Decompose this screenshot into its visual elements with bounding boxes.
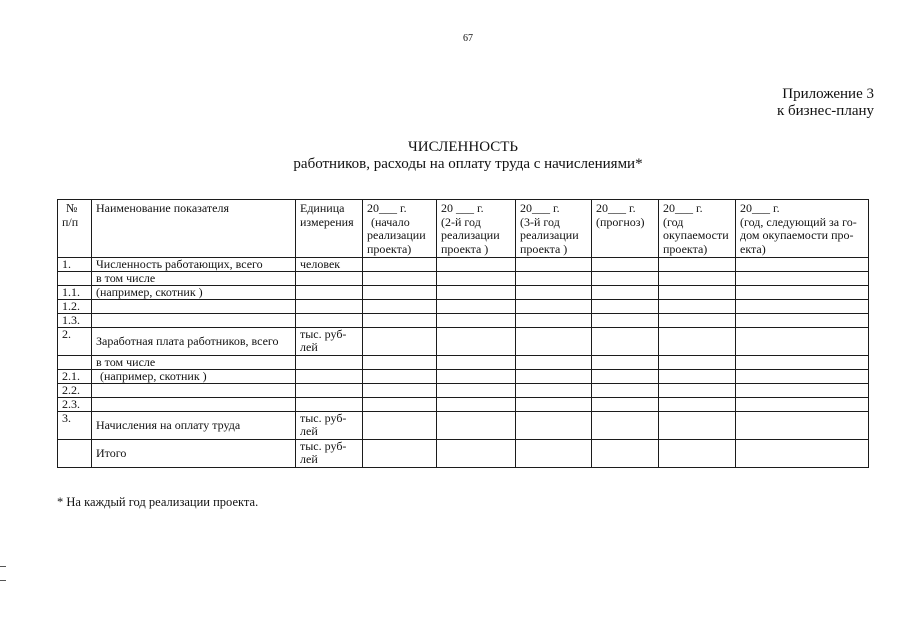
row-unit (296, 370, 363, 384)
unit-line: тыс. руб- (300, 327, 347, 341)
value-cell (659, 258, 736, 272)
unit-line: лей (300, 424, 318, 438)
header-line: проекта ) (520, 241, 568, 256)
header-line: 20___ г. (663, 201, 703, 215)
value-cell (736, 412, 869, 440)
header-line: Единица (300, 201, 345, 215)
scan-mark (0, 566, 6, 567)
row-number: 1. (58, 258, 92, 272)
value-cell (659, 412, 736, 440)
value-cell (437, 300, 516, 314)
value-cell (659, 384, 736, 398)
row-unit (296, 258, 363, 272)
value-cell (736, 272, 869, 286)
header-line: 20___ г. (520, 201, 560, 215)
value-cell (363, 286, 437, 300)
table-row (58, 300, 869, 314)
header-line: реализации (367, 228, 426, 242)
value-cell (659, 328, 736, 356)
row-unit (296, 314, 363, 328)
table-row (58, 412, 869, 440)
header-line: п/п (62, 214, 79, 229)
table-row (58, 384, 869, 398)
value-cell (659, 272, 736, 286)
footnote: * На каждый год реализации проекта. (57, 495, 259, 509)
value-cell (437, 440, 516, 468)
table-row (58, 370, 869, 384)
unit-line: тыс. руб- (300, 411, 347, 425)
value-cell (363, 272, 437, 286)
row-unit (296, 300, 363, 314)
row-indicator: Заработная плата работников, всего (92, 328, 296, 356)
header-line: 20 ___ г. (441, 201, 484, 215)
value-cell (363, 300, 437, 314)
staff-table (57, 199, 869, 468)
row-indicator (92, 314, 296, 328)
appendix-reference (777, 86, 874, 120)
value-cell (516, 440, 592, 468)
unit-line: тыс. руб- (300, 439, 347, 453)
table-row (58, 314, 869, 328)
value-cell (363, 258, 437, 272)
value-cell (736, 300, 869, 314)
value-cell (363, 440, 437, 468)
header-line: (3-й год (520, 214, 560, 229)
row-indicator: Численность работающих, всего (92, 258, 296, 272)
table-row (58, 258, 869, 272)
value-cell (516, 384, 592, 398)
row-number: 1.2. (58, 300, 92, 314)
value-cell (736, 440, 869, 468)
row-indicator (92, 398, 296, 412)
header-indicator (92, 200, 296, 258)
value-cell (437, 398, 516, 412)
value-cell (437, 314, 516, 328)
value-cell (736, 356, 869, 370)
header-line: окупаемости (663, 228, 729, 242)
appendix-number: Приложение 3 (782, 86, 874, 102)
value-cell (437, 272, 516, 286)
table-row-total (58, 440, 869, 468)
value-cell (736, 314, 869, 328)
value-cell (437, 356, 516, 370)
document-heading (268, 139, 668, 173)
row-number: 1.1. (58, 286, 92, 300)
scan-mark (0, 580, 6, 581)
header-line: (прогноз) (596, 214, 645, 229)
unit-line: лей (300, 452, 318, 466)
row-unit (296, 356, 363, 370)
value-cell (736, 258, 869, 272)
header-line: проекта) (663, 241, 708, 256)
unit-line: лей (300, 340, 318, 354)
value-cell (736, 398, 869, 412)
value-cell (592, 356, 659, 370)
value-cell (659, 286, 736, 300)
value-cell (659, 300, 736, 314)
value-cell (437, 258, 516, 272)
value-cell (437, 328, 516, 356)
value-cell (592, 398, 659, 412)
row-indicator-text: (например, скотник ) (100, 369, 207, 383)
value-cell (592, 412, 659, 440)
value-cell (363, 398, 437, 412)
value-cell (516, 356, 592, 370)
table-row (58, 272, 869, 286)
row-number: 2. (58, 328, 92, 356)
value-cell (516, 412, 592, 440)
value-cell (592, 300, 659, 314)
row-number (58, 356, 92, 370)
value-cell (592, 384, 659, 398)
value-cell (736, 328, 869, 356)
value-cell (437, 370, 516, 384)
value-cell (659, 314, 736, 328)
row-indicator (92, 384, 296, 398)
value-cell (437, 384, 516, 398)
header-line: (год, следующий за го- (740, 214, 857, 229)
value-cell (659, 356, 736, 370)
value-cell (592, 370, 659, 384)
row-number: 2.1. (58, 370, 92, 384)
row-indicator: Начисления на оплату труда (92, 412, 296, 440)
value-cell (736, 370, 869, 384)
value-cell (592, 328, 659, 356)
row-number (58, 440, 92, 468)
row-indicator (92, 300, 296, 314)
row-indicator (92, 370, 296, 384)
row-indicator: Итого (92, 440, 296, 468)
value-cell (516, 286, 592, 300)
row-number: 2.3. (58, 398, 92, 412)
header-line: проекта) (367, 241, 412, 256)
value-cell (592, 286, 659, 300)
unit-line: человек (300, 257, 341, 271)
row-indicator: в том числе (92, 272, 296, 286)
header-line: (2-й год (441, 214, 481, 229)
value-cell (516, 300, 592, 314)
header-line: (начало (371, 214, 410, 229)
row-indicator: в том числе (92, 356, 296, 370)
value-cell (736, 384, 869, 398)
row-number: 3. (58, 412, 92, 440)
header-line: проекта ) (441, 241, 489, 256)
row-unit (296, 272, 363, 286)
value-cell (592, 314, 659, 328)
header-line: дом окупаемости про- (740, 228, 854, 242)
page-number: 67 (463, 33, 473, 44)
header-line: екта) (740, 241, 766, 256)
header-year-3 (516, 200, 592, 258)
header-line: реализации (520, 228, 579, 242)
header-post-payback-year (736, 200, 869, 258)
header-row (58, 200, 869, 258)
value-cell (592, 258, 659, 272)
header-line: 20___ г. (596, 201, 636, 215)
value-cell (659, 398, 736, 412)
row-number: 1.3. (58, 314, 92, 328)
appendix-target: к бизнес-плану (776, 103, 874, 119)
value-cell (363, 412, 437, 440)
value-cell (516, 398, 592, 412)
value-cell (516, 314, 592, 328)
table-row (58, 328, 869, 356)
value-cell (516, 272, 592, 286)
header-line: 20___ г. (740, 201, 780, 215)
value-cell (659, 370, 736, 384)
value-cell (363, 328, 437, 356)
value-cell (659, 440, 736, 468)
row-indicator: (например, скотник ) (92, 286, 296, 300)
header-line: Наименование показателя (96, 201, 229, 215)
value-cell (363, 314, 437, 328)
row-unit (296, 286, 363, 300)
value-cell (736, 286, 869, 300)
header-line: 20___ г. (367, 201, 407, 215)
header-payback-year (659, 200, 736, 258)
row-unit (296, 328, 363, 356)
value-cell (363, 356, 437, 370)
value-cell (437, 286, 516, 300)
value-cell (516, 370, 592, 384)
header-line: (год (663, 214, 684, 229)
value-cell (363, 384, 437, 398)
value-cell (592, 440, 659, 468)
value-cell (437, 412, 516, 440)
document-title: ЧИСЛЕННОСТЬ (407, 139, 518, 155)
header-year-2 (437, 200, 516, 258)
value-cell (516, 258, 592, 272)
value-cell (592, 272, 659, 286)
row-unit (296, 384, 363, 398)
header-line: № (66, 201, 78, 215)
row-unit (296, 440, 363, 468)
header-unit (296, 200, 363, 258)
value-cell (516, 328, 592, 356)
row-unit (296, 398, 363, 412)
value-cell (363, 370, 437, 384)
header-forecast (592, 200, 659, 258)
table-row (58, 398, 869, 412)
header-year-1 (363, 200, 437, 258)
row-number (58, 272, 92, 286)
header-number (58, 200, 92, 258)
document-subtitle: работников, расходы на оплату труда с начислениями* (293, 156, 643, 172)
header-line: измерения (300, 214, 354, 229)
row-number: 2.2. (58, 384, 92, 398)
row-unit (296, 412, 363, 440)
table-row (58, 286, 869, 300)
table-row (58, 356, 869, 370)
header-line: реализации (441, 228, 500, 242)
